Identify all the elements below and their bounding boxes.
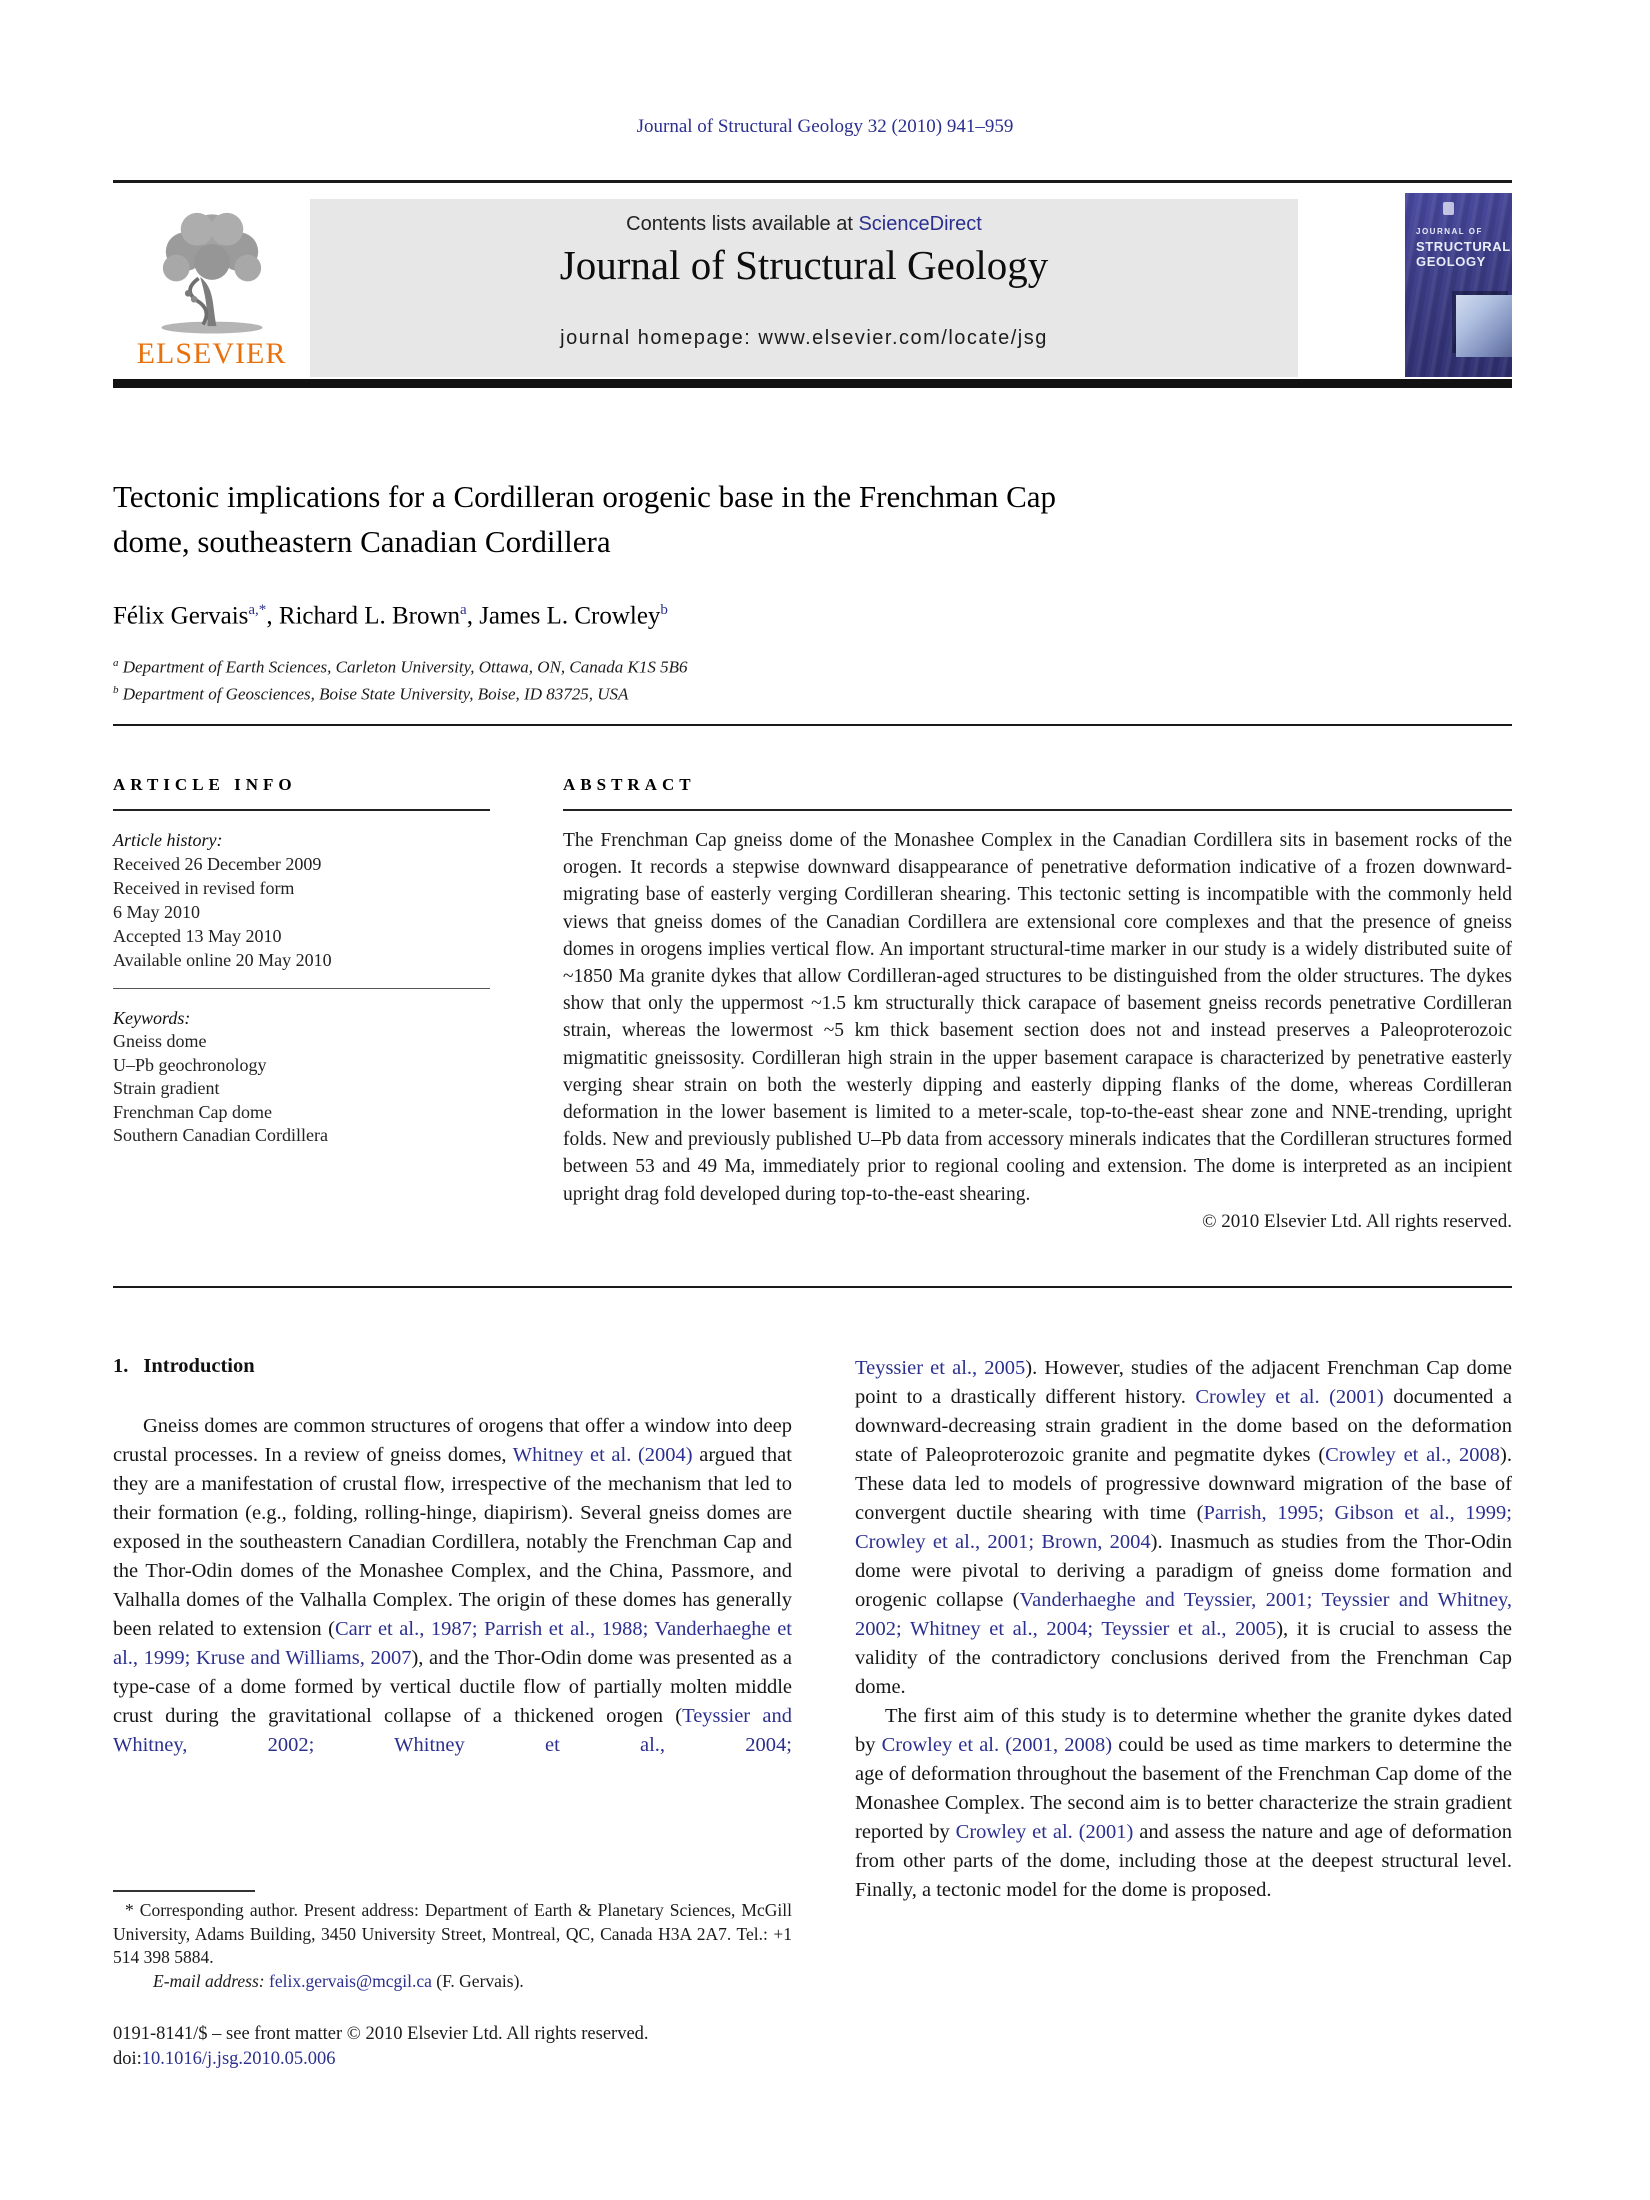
affiliation xyxy=(113,679,688,706)
keyword: U–Pb geochronology xyxy=(113,1054,267,1075)
text-run: ). However, studies of the adjacent Frenchman Cap dome point to a drastically different history. xyxy=(855,1357,1512,1408)
doi-label: doi: xyxy=(113,2049,142,2069)
history-line: Received 26 December 2009 xyxy=(113,854,322,874)
text-run: The first aim of this study is to determine whether the granite dykes dated by xyxy=(855,1705,1512,1756)
text-run: could be used as time markers to determine the age of deformation throughout the basement of the Frenchman Cap dome of the Monashee Complex. The second aim is to better characterize the strain gradient reported by xyxy=(855,1734,1513,1843)
journal-homepage-link[interactable]: journal homepage: www.elsevier.com/locate/jsg xyxy=(560,327,1048,349)
citation-link[interactable]: Carr et al., 1987; Parrish et al., 1988; Vanderhaeghe et al., 1999; Kruse and Williams, 2007 xyxy=(113,1618,792,1669)
keyword: Frenchman Cap dome xyxy=(113,1101,272,1122)
article-info-heading: ARTICLE INFO xyxy=(113,775,297,794)
body-paragraph xyxy=(855,1702,1512,1905)
footnote-rule xyxy=(113,1890,255,1892)
author-name: Félix Gervais xyxy=(113,602,249,630)
citation-link[interactable]: Crowley et al., 2008 xyxy=(1325,1444,1501,1466)
abstract-section xyxy=(563,775,1512,1233)
email-link[interactable]: felix.gervais@mcgil.ca xyxy=(269,1970,432,1991)
cover-title-line1: JOURNAL OF xyxy=(1416,227,1483,236)
elsevier-logo[interactable] xyxy=(113,199,310,377)
article-info-section xyxy=(113,775,490,1148)
article-title: Tectonic implications for a Cordilleran orogenic base in the Frenchman Cap dome, southeastern Canadian Cordillera xyxy=(113,479,1057,559)
sciencedirect-link[interactable]: ScienceDirect xyxy=(858,213,982,235)
article-info-heading-rule xyxy=(113,809,490,811)
abstract-bottom-rule xyxy=(113,1286,1512,1288)
issn-line: 0191-8141/$ – see front matter © 2010 Elsevier Ltd. All rights reserved. xyxy=(113,2024,649,2044)
keyword: Strain gradient xyxy=(113,1078,220,1098)
author-affiliation-link[interactable]: b xyxy=(660,602,668,618)
citation-link[interactable]: Teyssier et al., 2005 xyxy=(855,1357,1026,1379)
text-run: and assess the nature and age of deformation from other parts of the dome, including those at the deepest structural level. Finally, a tectonic model for the dome is proposed. xyxy=(855,1821,1513,1901)
history-line: 6 May 2010 xyxy=(113,902,200,922)
authors-line xyxy=(113,602,668,630)
author-affiliation-link[interactable]: a,* xyxy=(248,602,267,618)
cover-title-line2: STRUCTURAL xyxy=(1416,239,1511,254)
citation-link[interactable]: Crowley et al. (2001) xyxy=(955,1821,1134,1843)
keywords-divider xyxy=(113,988,490,989)
affiliation-marker: a xyxy=(113,657,119,669)
email-label: E-mail address: xyxy=(153,1970,265,1991)
article-history-label: Article history: xyxy=(113,830,223,850)
keywords-label: Keywords: xyxy=(113,1008,191,1028)
body-paragraph xyxy=(855,1354,1512,1702)
footnote-email-line xyxy=(113,1970,792,1994)
author-name: James L. Crowley xyxy=(479,602,661,630)
masthead xyxy=(113,199,1512,377)
abstract-heading: ABSTRACT xyxy=(563,775,696,794)
contents-line xyxy=(310,213,1298,236)
affiliation xyxy=(113,652,688,679)
affiliations xyxy=(113,652,688,705)
cover-publisher-mark-icon xyxy=(1443,202,1454,215)
cover-photo-inset xyxy=(1456,295,1512,357)
elsevier-wordmark: ELSEVIER xyxy=(136,337,287,370)
cover-title xyxy=(1416,227,1511,269)
section-number: 1. xyxy=(113,1355,129,1377)
section-title: Introduction xyxy=(143,1355,255,1377)
body-paragraph xyxy=(113,1412,792,1760)
text-run: documented a downward-decreasing strain gradient in the dome based on the deformation state of Paleoproterozoic granite and pegmatite dykes ( xyxy=(855,1386,1512,1466)
footnote-text: * Corresponding author. Present address: Department of Earth & Planetary Sciences, McGill University, Adams Building, 3450 University Street, Montreal, QC, Canada H3A 2A7. Tel.: +1 514 398 5884. xyxy=(113,1900,792,1967)
text-run: Gneiss domes are common structures of orogens that offer a window into deep crustal processes. In a review of gneiss domes, xyxy=(113,1415,792,1466)
affiliation-text: Department of Geosciences, Boise State University, Boise, ID 83725, USA xyxy=(122,684,629,704)
citation-link[interactable]: Vanderhaeghe and Teyssier, 2001; Teyssier and Whitney, 2002; Whitney et al., 2004; Teyssier et al., 2005 xyxy=(855,1589,1512,1640)
abstract-heading-rule xyxy=(563,809,1512,811)
text-run: ), and the Thor-Odin dome was presented as a type-case of a dome formed by vertical ductile flow of partially molten middle crust during the gravitational collapse of a thickened orogen ( xyxy=(113,1647,792,1727)
citation-link[interactable]: Teyssier and Whitney, 2002; Whitney et al., 2004; xyxy=(113,1705,792,1756)
citation-link[interactable]: Crowley et al. (2001) xyxy=(1195,1386,1384,1408)
author-affiliation-link[interactable]: a xyxy=(460,602,467,618)
citation-link[interactable]: Whitney et al. (2004) xyxy=(512,1444,693,1466)
keyword: Gneiss dome xyxy=(113,1031,207,1051)
masthead-bottom-bar xyxy=(113,379,1512,388)
mid-rule xyxy=(113,724,1512,726)
citation-link[interactable]: Crowley et al. (2001, 2008) xyxy=(881,1734,1113,1756)
cover-title-line3: GEOLOGY xyxy=(1416,254,1486,269)
corresponding-author-footnote xyxy=(113,1890,792,1993)
affiliation-marker: b xyxy=(113,683,119,696)
history-line: Available online 20 May 2010 xyxy=(113,950,332,970)
author-separator: , xyxy=(266,602,279,630)
history-line: Received in revised form xyxy=(113,878,295,898)
affiliation-text: Department of Earth Sciences, Carleton University, Ottawa, ON, Canada K1S 5B6 xyxy=(122,657,688,677)
top-rule xyxy=(113,180,1512,183)
elsevier-tree-icon xyxy=(137,201,287,335)
masthead-band xyxy=(310,199,1298,377)
abstract-text: The Frenchman Cap gneiss dome of the Monashee Complex in the Canadian Cordillera sits in basement rocks of the orogen. It records a stepwise downward disappearance of penetrative deformation indicative of a frozen downward-migrating base of easterly verging Cordilleran shearing. This tectonic setting is incompatible with the commonly held views that gneiss domes of the Canadian Cordillera are extensional core complexes and that the presence of gneiss domes in orogens implies vertical flow. An important structural-time marker in our study is a widely distributed suite of ~1850 Ma granite dykes that allow Cordilleran-aged structures to be distinguished from the older structures. The dykes show that only the uppermost ~1.5 km structurally thick carapace of basement gneiss records penetrative Cordilleran strain, whereas the lowermost ~5 km thick basement section does not and instead preserves a Paleoproterozoic migmatitic gneissosity. Cordilleran high strain in the upper basement carapace is characterized by penetrative easterly verging shear strain on both the westerly dipping and easterly dipping flanks of the dome, whereas Cordilleran deformation in the lower basement is limited to a meter-scale, top-to-the-east shear zone and NNE-trending, upright folds. New and previously published U–Pb data from accessory minerals indicates that the Cordilleran structures formed between 53 and 49 Ma, immediately prior to regional cooling and extension. The dome is interpreted as an incipient upright drag fold developed during top-to-the-east shearing. xyxy=(563,830,1512,1205)
doi-link[interactable]: 10.1016/j.jsg.2010.05.006 xyxy=(141,2049,336,2069)
author-name: Richard L. Brown xyxy=(278,602,461,630)
contents-prefix: Contents lists available at xyxy=(626,213,859,235)
text-run: ). These data led to models of progressive downward migration of the base of convergent ductile shearing with time ( xyxy=(855,1444,1512,1524)
email-suffix: (F. Gervais). xyxy=(431,1970,524,1991)
text-run: argued that they are a manifestation of crustal flow, irrespective of the mechanism that led to their formation (e.g., folding, rolling-hinge, diapirism). Several gneiss domes are exposed in the southeastern Canadian Cordillera, notably the Frenchman Cap and the Thor-Odin domes of the Monashee Complex, and the China, Passmore, and Valhalla domes of the Valhalla Complex. The origin of these domes has generally been related to extension ( xyxy=(113,1444,792,1640)
section-heading xyxy=(113,1352,792,1381)
journal-title: Journal of Structural Geology xyxy=(559,242,1049,288)
abstract-copyright: © 2010 Elsevier Ltd. All rights reserved. xyxy=(1202,1210,1512,1232)
author-separator: , xyxy=(466,602,480,630)
citation-link[interactable]: Parrish, 1995; Gibson et al., 1999; Crowley et al., 2001; Brown, 2004 xyxy=(855,1502,1512,1553)
text-run: ). Inasmuch as studies from the Thor-Odin dome were pivotal to deriving a paradigm of gneiss dome formation and orogenic collapse ( xyxy=(855,1531,1512,1611)
journal-citation: Journal of Structural Geology 32 (2010) 941–959 xyxy=(636,116,1014,137)
text-run: ), it is crucial to assess the validity of the contradictory conclusions derived from the Frenchman Cap dome. xyxy=(855,1618,1512,1698)
doi-line xyxy=(113,2047,649,2072)
journal-cover-thumbnail[interactable] xyxy=(1405,193,1512,377)
body-column-left xyxy=(113,1352,792,1760)
history-line: Accepted 13 May 2010 xyxy=(113,926,282,946)
body-column-right xyxy=(855,1352,1512,1905)
keyword: Southern Canadian Cordillera xyxy=(113,1125,328,1145)
page-footer xyxy=(113,2022,649,2072)
